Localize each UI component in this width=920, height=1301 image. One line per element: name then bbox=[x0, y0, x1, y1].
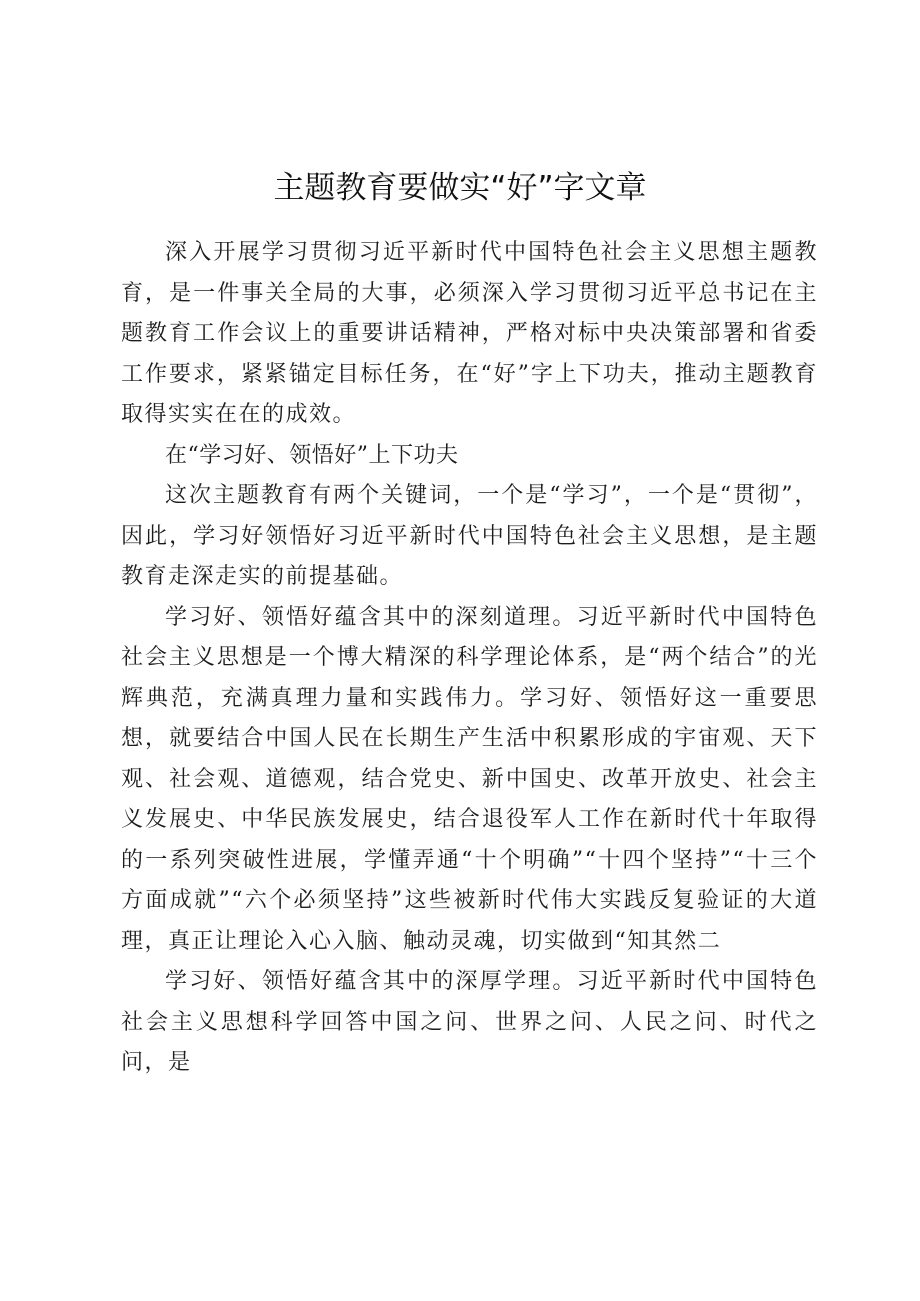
paragraph-keywords: 这次主题教育有两个关键词，一个是“学习”，一个是“贯彻”，因此，学习好领悟好习近平新时代中国特色社会主义思想，是主题教育走深走实的前提基础。 bbox=[121, 483, 818, 589]
paragraph-profound-truth: 学习好、领悟好蕴含其中的深刻道理。习近平新时代中国特色社会主义思想是一个博大精深的科学理论体系，是“两个结合”的光辉典范，充满真理力量和实践伟力。学习好、领悟好这一重要思想，就要结合中国人民在长期生产生活中积累形成的宇宙观、天下观、社会观、道德观，结合党史、新中国史、改革开放史、社会主义发展史、中华民族发展史，结合退役军人工作在新时代十年取得的一系列突破性进展，学懂弄通“十个明确”“十四个坚持”“十三个方面成就”“六个必须坚持”这些被新时代伟大实践反复验证的大道理，真正让理论入心入脑、触动灵魂，切实做到“知其然二 bbox=[121, 604, 818, 954]
document-body bbox=[121, 233, 818, 1084]
section-heading: 在“学习好、领悟好”上下功夫 bbox=[165, 442, 459, 468]
paragraph-intro: 深入开展学习贯彻习近平新时代中国特色社会主义思想主题教育，是一件事关全局的大事，必须深入学习贯彻习近平总书记在主题教育工作会议上的重要讲话精神，严格对标中央决策部署和省委工作要求，紧紧锚定目标任务，在“好”字上下功夫，推动主题教育取得实实在在的成效。 bbox=[121, 240, 818, 427]
paragraph-profound-theory: 学习好、领悟好蕴含其中的深厚学理。习近平新时代中国特色社会主义思想科学回答中国之问、世界之问、人民之问、时代之问，是 bbox=[121, 969, 818, 1075]
document-title: 主题教育要做实“好”字文章 bbox=[273, 170, 647, 206]
